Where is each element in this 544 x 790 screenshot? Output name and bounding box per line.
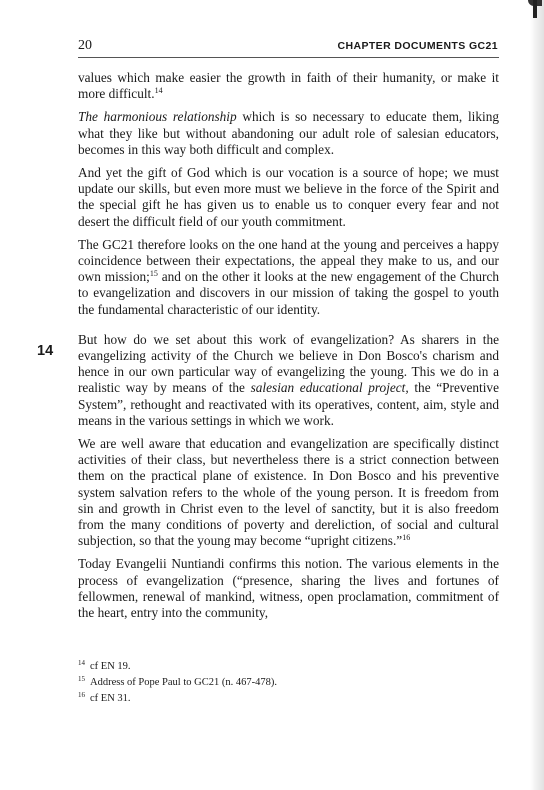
footnote-number: 15 [78,675,85,683]
paragraph: We are well aware that education and evangelization are specifically distinct activities of their class, but nevertheless there is a strict connection between them on the practical plane of existence. In Don Bosco and his preventive system salvation refers to the whole of the young person. It is freedom from sin and growth in Christ even to the level of sanctity, but it is also freedom from the many conditions of poverty and dereliction, of social and cultural subjection, so that the young may become “upright citizens.”$^{16}$ [78,436,499,549]
paragraph: The harmonious relationship which is so necessary to educate them, liking what they like but without abandoning our adult role of salesian educators, becomes in this way both difficult and complex. [78,109,499,157]
footnote-ref: 14 [154,86,163,96]
page-edge-shadow [530,0,544,790]
header-rule [78,57,499,58]
page-number: 20 [78,38,92,53]
footnote: $^{16}$ cf EN 31. [78,691,131,704]
footnote-ref: 15 [149,269,158,279]
paragraph: values which make easier the growth in faith of their humanity, or make it more difficult.$^{14}$ [78,70,499,102]
emphasis: salesian educational project, [250,380,409,396]
footnote-number: 14 [78,659,85,667]
emphasis: The harmonious relationship [78,109,237,125]
paragraph: The GC21 therefore looks on the one hand at the young and perceives a happy coincidence between their expectations, the appeal they make to us, and our own mission;$^{15}$ and on the other it looks at the new engagement of the Church to evangelization and discovers in our mission of taking the gospel to youth the fundamental characteristic of our identity. [78,236,499,317]
footnote-number: 16 [78,691,85,699]
body-text [78,70,499,628]
footnote-ref: 16 [402,533,411,543]
footnote: $^{15}$ Address of Pope Paul to GC21 (n. 467-478). [78,675,277,688]
paragraph: And yet the gift of God which is our vocation is a source of hope; we must update our skills, but even more must we believe in the force of the Spirit and the special gift he has given us to enable us to conquer every fear and not desert the difficult field of our youth commitment. [78,165,499,229]
paragraph-number: 14 [37,343,54,359]
footnote: $^{14}$ cf EN 19. [78,659,131,672]
paragraph: But how do we set about this work of evangelization? As sharers in the evangelizing activity of the Church we believe in Don Bosco's charism and hence in our own particular way of evangelizing the young. This we do in a realistic way by means of the salesian educational project, the “Preventive System”, rethought and reactivated with its operatives, content, aim, style and means in the various settings in which we work. [78,331,499,428]
paragraph: Today Evangelii Nuntiandi confirms this notion. The various elements in the process of evangelization (“presence, sharing the lives and fortunes of fellowmen, renewal of mankind, witness, open proclamation, commitment of the heart, entry into the community, [78,556,499,621]
footnotes [78,660,499,708]
running-title: CHAPTER DOCUMENTS GC21 [337,40,498,52]
binding-edge-mark [533,0,537,18]
